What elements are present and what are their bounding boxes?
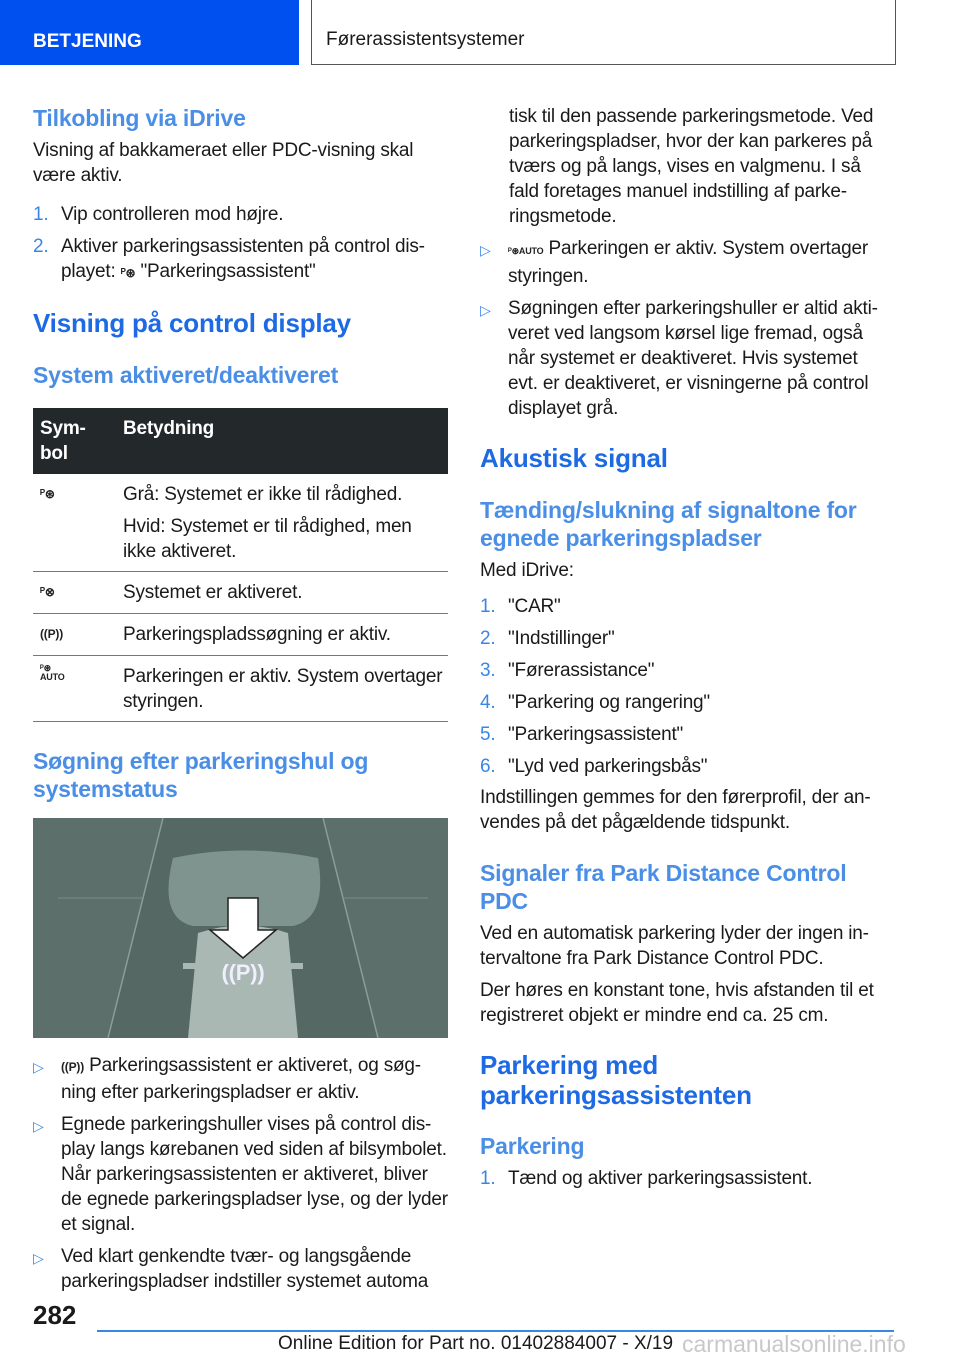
parking-assistant-active-icon: ᴾ⊗ xyxy=(40,585,55,599)
left-column xyxy=(33,104,448,1301)
paragraph: Ved en automatisk parkering lyder der ingen intervaltone fra Park Distance Control PDC. xyxy=(480,923,869,969)
list-text: Vip controlleren mod højre. xyxy=(61,204,284,225)
list-item xyxy=(33,202,448,227)
bullet-item: ▷ ᴾ⊛AUTO Parkeringen er aktiv. System overtager styringen. xyxy=(480,238,868,287)
parking-assistant-icon: ᴾ⊛ xyxy=(40,487,55,501)
watermark: carmanualsonline.info xyxy=(682,1331,906,1357)
heading-taending: Tænding/slukning af signaltone for egnede parkeringspladser xyxy=(480,497,857,551)
heading-akustisk: Akustisk signal xyxy=(480,443,668,473)
edition-text: Online Edition for Part no. 01402884007 - X/19 xyxy=(278,1333,674,1354)
paragraph: Med iDrive: xyxy=(480,560,574,581)
paragraph: tisk til den passende parkeringsmetode. Ved parkeringspladser, hvor der kan parkeres på tværs og på langs, vises en valgmenu. I så fald foretages manuel indstilling af parkeringsmetode. xyxy=(509,106,874,227)
heading-signaler: Signaler fra Park Distance Control PDC xyxy=(480,860,847,914)
table-row: ᴾ⊛ Grå: Systemet er ikke til rådighed. Hvid: Systemet er til rådighed, men ikke aktiveret. xyxy=(33,474,448,572)
parking-assistant-icon: ᴾ⊛ xyxy=(120,266,136,280)
list-item xyxy=(33,234,448,286)
table-row: ᴾ⊗ Systemet er aktiveret. xyxy=(33,572,448,614)
paragraph: Visning af bakkameraet eller PDC-visning skal være aktiv. xyxy=(33,140,414,186)
heading-parkering-med: Parkering med parkeringsassistenten xyxy=(480,1050,752,1110)
table-row: ᴾ⊛ AUTO Parkeringen er aktiv. System overtager styringen. xyxy=(33,656,448,722)
heading-sogning: Søgning efter parkeringshul og systemstatus xyxy=(33,748,369,802)
triangle-bullet-icon: ▷ xyxy=(33,1059,44,1075)
list-text: Aktiver parkeringsassistenten på control displayet: xyxy=(61,236,425,282)
triangle-bullet-icon: ▷ xyxy=(33,1250,44,1266)
chapter-title: Førerassistentsystemer xyxy=(311,0,896,65)
list-number: 2. xyxy=(33,236,49,257)
bullet-item: ▷ ((P)) Parkeringsassistent er aktiveret, og søgning efter parkeringspladser er aktiv. xyxy=(33,1055,422,1103)
svg-text:((P)): ((P)) xyxy=(221,960,265,985)
page-number: 282 xyxy=(33,1300,77,1330)
parking-space-search-icon: ((P)) xyxy=(40,627,63,641)
heading-system: System aktiveret/deaktiveret xyxy=(33,362,339,388)
heading-tilkobling: Tilkobling via iDrive xyxy=(33,105,246,131)
list-text: "Parkeringsassistent" xyxy=(140,261,316,282)
symbol-table xyxy=(33,408,448,722)
bullet-item: ▷ Egnede parkeringshuller vises på control display langs kørebanen ved siden af bilsymbolet. Når parkeringsassistenten er aktiveret, bliver de egnede parkeringspladser lyse, og der lyder et signal. xyxy=(33,1114,448,1235)
paragraph: Indstillingen gemmes for den førerprofil, der anvendes på det pågældende tidspunkt. xyxy=(480,787,871,833)
list-item: 5. "Parkeringsassistent" xyxy=(480,724,684,745)
triangle-bullet-icon: ▷ xyxy=(480,302,491,318)
list-item: 2. "Indstillinger" xyxy=(480,628,615,649)
list-item: 1. "CAR" xyxy=(480,596,561,617)
list-item: 4. "Parkering og rangering" xyxy=(480,692,710,713)
list-item: 3. "Førerassistance" xyxy=(480,660,655,681)
triangle-bullet-icon: ▷ xyxy=(33,1118,44,1134)
parking-display-image xyxy=(33,818,448,1038)
parking-space-search-icon: ((P)) xyxy=(61,1060,84,1074)
list-item: 6. "Lyd ved parkeringsbås" xyxy=(480,756,708,777)
parking-auto-icon: ᴾ⊛AUTO xyxy=(508,246,544,256)
table-header-meaning: Betydning xyxy=(116,408,448,474)
bullet-item: ▷ Ved klart genkendte tvær- og langsgående parkeringspladser indstiller systemet automa xyxy=(33,1246,429,1292)
heading-parkering: Parkering xyxy=(480,1133,585,1159)
list-item: 1. Tænd og aktiver parkeringsassistent. xyxy=(480,1168,813,1189)
bullet-item: ▷ Søgningen efter parkeringshuller er altid aktiveret ved langsom kørsel lige fremad, også når systemet er deaktiveret. Hvis systemet evt. er deaktiveret, er visningerne på control displayet grå. xyxy=(480,298,878,419)
section-tab: BETJENING xyxy=(0,0,299,65)
triangle-bullet-icon: ▷ xyxy=(480,242,491,258)
heading-visning: Visning på control display xyxy=(33,308,351,338)
right-column xyxy=(480,104,892,1198)
table-header-symbol: Sym- bol xyxy=(33,408,116,474)
list-number: 1. xyxy=(33,204,49,225)
table-row: ((P)) Parkeringspladssøgning er aktiv. xyxy=(33,614,448,656)
parking-auto-icon: ᴾ⊛ AUTO xyxy=(40,663,65,682)
paragraph: Der høres en konstant tone, hvis afstanden til et registreret objekt er mindre end ca. 25 cm. xyxy=(480,980,874,1026)
